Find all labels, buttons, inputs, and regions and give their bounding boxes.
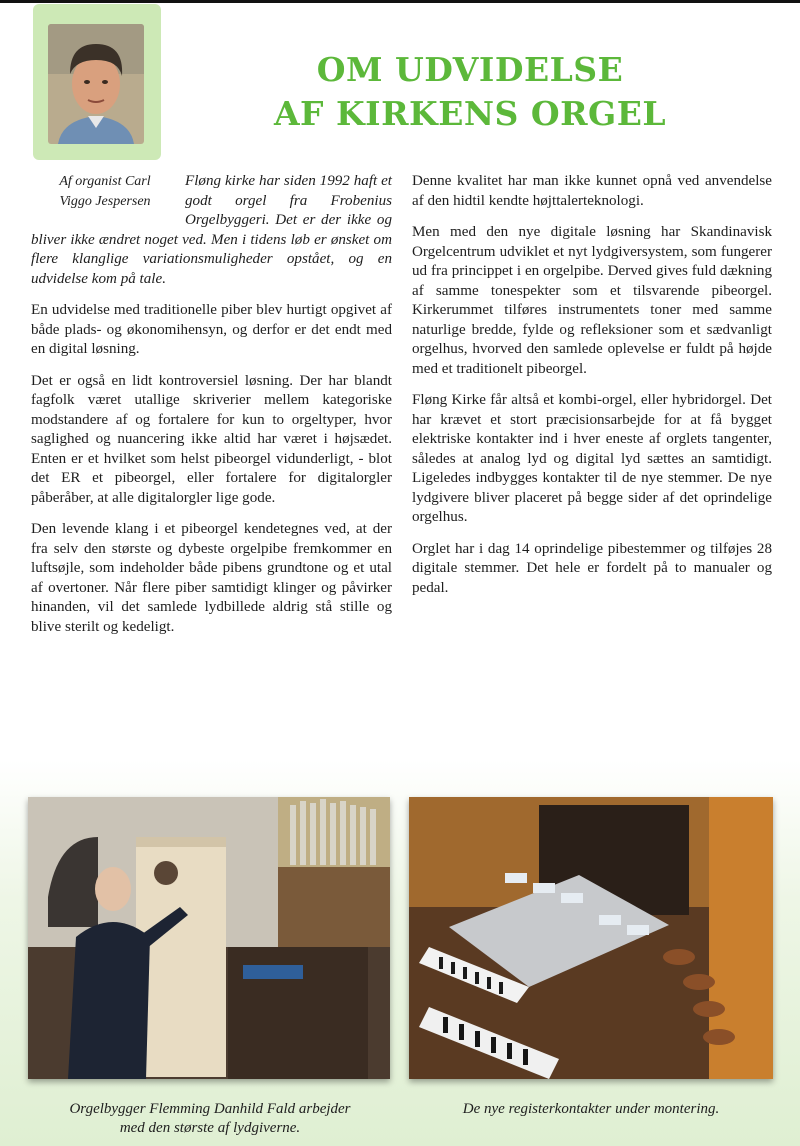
caption-line-2: med den største af lydgiverne.	[119, 1120, 301, 1136]
byline-line-1: Af organist Carl	[59, 174, 151, 189]
intro-paragraph: Fløng kirke har siden 1992 haft et godt orgel fra Frobenius Orgelbyggeri. Det er der ikke og bliver ikke ændret noget ved. Men i tidens løb er ønsket om flere klanglige variationsmuligheder opstået, og en udvidelse kom på tale.	[31, 173, 392, 287]
left-column	[31, 172, 392, 649]
photo-organ-builder	[28, 797, 390, 1079]
title-line-2: AF KIRKENS ORGEL	[273, 94, 667, 133]
photo-register-contacts	[409, 797, 773, 1079]
body-paragraph: Det er også en lidt kontroversiel løsning. Der har blandt fagfolk været utallige skriverier mellem kategoriske modstandere af og fortalere for kun to orgeltyper, hvor saglighed og nuancering ikke altid har været i højsædet. Enten er et hvilket som helst pibeorgel vidunderligt, - blot det ER et pibeorgel, eller fortalere for digitalorgler påberåber, at alle digitalorgler lige gode.	[31, 372, 392, 506]
body-paragraph: En udvidelse med traditionelle piber blev hurtigt opgivet af både plads- og økonomihensyn, og derfor er det endt med en digital løsning.	[31, 302, 392, 357]
body-paragraph: Men med den nye digitale løsning har Skandinavisk Orgelcentrum udviklet et nyt lydgiversystem, som fungerer ud fra princippet i en orgelpibe. Derved gives fuld dækning af samme tonespekter som et tilsvarende pibeorgel. Kirkerummet tilføres instrumentets toner med samme naturlige bredde, fylde og refleksioner som et sædvanligt orgelhus, hvorved den samlede oplevelse er fuldt på højde med et traditionelt pibeorgel.	[412, 224, 772, 377]
right-column	[412, 172, 772, 610]
title-line-1: OM UDVIDELSE	[316, 50, 624, 89]
portrait-frame	[33, 4, 161, 160]
body-paragraph: Orglet har i dag 14 oprindelige pibestemmer og tilføjes 28 digitale stemmer. Det hele er fordelt på to manualer og pedal.	[412, 540, 772, 596]
article-title	[250, 48, 690, 136]
top-rule	[0, 0, 800, 3]
photo-caption-right: De nye registerkontakter under montering.	[462, 1101, 720, 1117]
body-paragraph: Denne kvalitet har man ikke kunnet opnå ved anvendelse af den hidtil kendte højttalerteknologi.	[412, 173, 772, 209]
caption-line-1: Orgelbygger Flemming Danhild Fald arbejder	[69, 1101, 351, 1117]
body-paragraph: Den levende klang i et pibeorgel kendetegnes ved, at der fra selv den største og dybeste orgelpibe fremkommer en luftsøjle, som indeholder både pibens grundtone og et utal af overtoner. Når flere piber samtidigt klinger og påvirker hinanden, vil det samlede lydbillede aldrig stå stille og blive sterilt og kedeligt.	[31, 521, 392, 635]
body-paragraph: Fløng Kirke får altså et kombi-orgel, eller hybridorgel. Det har krævet et stort præcisionsarbejde for at få bygget elektriske kontakter ind i hver eneste af orglets tangenter, således at analog lyd og digital lyd sættes an samtidigt. Ligeledes indbygges kontakter til de nye stemmer. De nye lydgivere bliver placeret på begge sider af det oprindelige orgelhus.	[412, 392, 772, 525]
photo-caption-left	[30, 1100, 390, 1138]
byline-line-2: Viggo Jespersen	[59, 193, 151, 209]
byline	[31, 172, 179, 211]
author-portrait	[48, 24, 144, 144]
